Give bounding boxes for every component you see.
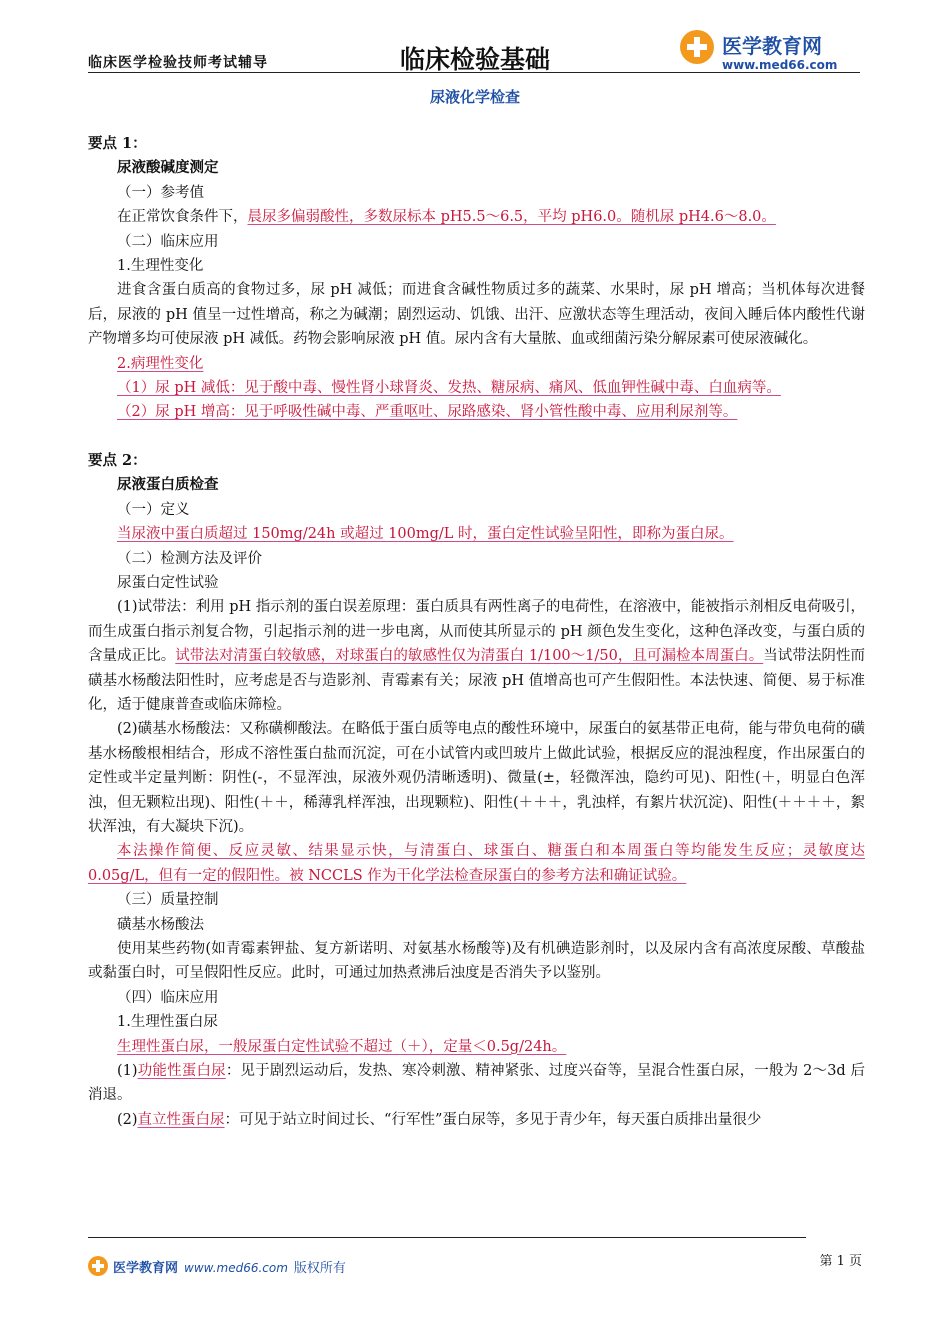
paragraph: [88, 449, 865, 473]
section-subtitle: 尿液化学检查: [429, 88, 520, 106]
footer-cross-icon: [88, 1256, 108, 1276]
paragraph: [88, 1108, 865, 1132]
text-run: 进食含蛋白质高的食物过多，尿 pH 减低；而进食含碱性物质过多的蔬菜、水果时，尿 pH 增高；当机体每次进餐后，尿液的 pH 值呈一过性增高，称之为碱潮；剧烈运动、饥饿、出汗、应激状态等生理活动，夜间入睡后体内酸性代谢产物增多均可使尿液 pH 减低。药物会影响尿液 pH 值。尿内含有大量脓、血或细菌污染分解尿素可使尿液碱化。: [88, 282, 865, 348]
paragraph: [88, 156, 865, 180]
text-run: (1)试带法：利用 pH 指示剂的蛋白误差原理：蛋白质具有两性离子的电荷性，在溶液中，能被指示剂相反电荷吸引，而生成蛋白指示剂复合物，引起指示剂的进一步电离，从而使其所显示的 pH 颜色发生变化，这种色泽改变，与蛋白质的含量成正比。: [88, 599, 865, 665]
paragraph: [88, 254, 865, 278]
paragraph: [88, 595, 865, 717]
text-run: 在正常饮食条件下，: [117, 209, 248, 226]
paragraph: [88, 547, 865, 571]
paragraph: [88, 1059, 865, 1108]
highlighted-key-point: （1）尿 pH 减低：见于酸中毒、慢性肾小球肾炎、发热、糖尿病、痛风、低血钾性碱中毒、白血病等。: [117, 380, 781, 397]
paragraph: [88, 230, 865, 254]
text-run: （四）临床应用: [117, 989, 219, 1006]
logo-url: www.med66.com: [722, 58, 838, 72]
paragraph: [88, 473, 865, 497]
paragraph: [88, 205, 865, 229]
footer-copyright: [113, 1257, 346, 1276]
footer-site-name: 医学教育网: [113, 1261, 179, 1276]
highlighted-key-point: 2.病理性变化: [117, 355, 204, 372]
text-run: (2)磺基水杨酸法：又称磺柳酸法。在略低于蛋白质等电点的酸性环境中，尿蛋白的氨基带正电荷，能与带负电荷的磺基水杨酸根相结合，形成不溶性蛋白盐而沉淀，可在小试管内或凹玻片上做此试验，根据反应的混浊程度，作出尿蛋白的定性或半定量判断：阴性(-，不显浑浊，尿液外观仍清晰透明)、微量(±，轻微浑浊，隐约可见)、阳性(＋，明显白色浑浊，但无颗粒出现)、阳性(＋＋，稀薄乳样浑浊，出现颗粒)、阳性(＋＋＋，乳浊样，有絮片状沉淀)、阳性(＋＋＋＋，絮状浑浊，有大凝块下沉)。: [88, 721, 865, 835]
highlighted-key-point: 功能性蛋白尿: [137, 1063, 226, 1080]
page-number: 第 1 页: [819, 1254, 862, 1269]
highlighted-key-point: 当尿液中蛋白质超过 150mg/24h 或超过 100mg/L 时，蛋白定性试验呈阳性，即称为蛋白尿。: [117, 526, 734, 543]
paragraph: [88, 571, 865, 595]
text-run: 尿液酸碱度测定: [117, 159, 219, 177]
text-run: 1.生理性蛋白尿: [117, 1014, 218, 1031]
text-run: 当试带法阴性而磺基水杨酸法阳性时，应考虑是否与造影剂、青霉素有关；尿液 pH 值增高也可产生假阳性。本法快速、简便、易于标准化，适于健康普查或临床筛检。: [88, 648, 865, 713]
text-run: 尿蛋白定性试验: [117, 574, 219, 591]
site-logo[interactable]: [680, 28, 870, 78]
highlighted-key-point: 晨尿多偏弱酸性，多数尿标本 pH5.5～6.5，平均 pH6.0。随机尿 pH4.6～8.0。: [247, 209, 776, 226]
text-run: 使用某些药物(如青霉素钾盐、复方新诺明、对氨基水杨酸等)及有机碘造影剂时，以及尿内含有高浓度尿酸、草酸盐或黏蛋白时，可呈假阳性反应。此时，可通过加热煮沸后浊度是否消失予以鉴别。: [88, 941, 865, 982]
text-run: 要点 1：: [88, 135, 147, 152]
text-run: ：见于剧烈运动后，发热、寒冷刺激、精神紧张、过度兴奋等，呈混合性蛋白尿，一般为 2～3d 后消退。: [88, 1063, 865, 1104]
text-run: (2): [117, 1111, 138, 1128]
highlighted-key-point: 本法操作简便、反应灵敏、结果显示快，与清蛋白、球蛋白、糖蛋白和本周蛋白等均能发生反应；灵敏度达 0.05g/L，但有一定的假阳性。被 NCCLS 作为干化学法检查尿蛋白的参考方法和确证试验。: [88, 843, 865, 884]
highlighted-key-point: 直立性蛋白尿: [137, 1111, 225, 1128]
text-run: （一）参考值: [117, 184, 204, 201]
paragraph: [88, 132, 865, 156]
paragraph: [88, 1010, 865, 1034]
paragraph-gap: [88, 425, 865, 449]
highlighted-key-point: （2）尿 pH 增高：见于呼吸性碱中毒、严重呕吐、尿路感染、肾小管性酸中毒、应用利尿剂等。: [117, 404, 738, 421]
paragraph: [88, 352, 865, 376]
text-run: ：可见于站立时间过长、“行军性”蛋白尿等，多见于青少年，每天蛋白质排出量很少: [224, 1111, 762, 1128]
paragraph: [88, 376, 865, 400]
paragraph: [88, 937, 865, 986]
text-run: （一）定义: [117, 501, 190, 518]
footer-rights: 版权所有: [293, 1261, 346, 1276]
footer-url[interactable]: www.med66.com: [184, 1261, 288, 1275]
highlighted-key-point: 生理性蛋白尿，一般尿蛋白定性试验不超过（＋），定量＜0.5g/24h。: [117, 1038, 567, 1055]
text-run: （三）质量控制: [117, 892, 219, 909]
paragraph: [88, 888, 865, 912]
text-run: 1.生理性变化: [117, 258, 204, 275]
paragraph: [88, 986, 865, 1010]
text-run: 磺基水杨酸法: [117, 916, 204, 933]
paragraph: [88, 913, 865, 937]
text-run: 要点 2：: [88, 451, 147, 469]
document-body: [88, 132, 865, 1132]
text-run: （二）临床应用: [117, 233, 219, 250]
text-run: 尿液蛋白质检查: [117, 476, 219, 494]
logo-text: 医学教育网: [722, 34, 822, 58]
footer-divider: [88, 1237, 806, 1238]
header-subject-title: 临床检验基础: [399, 45, 550, 74]
paragraph: [88, 498, 865, 522]
paragraph: [88, 717, 865, 839]
text-run: （二）检测方法及评价: [117, 550, 262, 567]
paragraph: [88, 400, 865, 424]
paragraph: [88, 839, 865, 888]
highlighted-key-point: 试带法对清蛋白较敏感，对球蛋白的敏感性仅为清蛋白 1/100～1/50，且可漏检本周蛋白。: [175, 648, 764, 665]
paragraph: [88, 522, 865, 546]
paragraph: [88, 1035, 865, 1059]
paragraph: [88, 181, 865, 205]
text-run: (1): [117, 1063, 138, 1080]
medical-cross-icon: [680, 30, 714, 64]
header-course-title: 临床医学检验技师考试辅导: [88, 55, 268, 71]
paragraph: [88, 278, 865, 351]
